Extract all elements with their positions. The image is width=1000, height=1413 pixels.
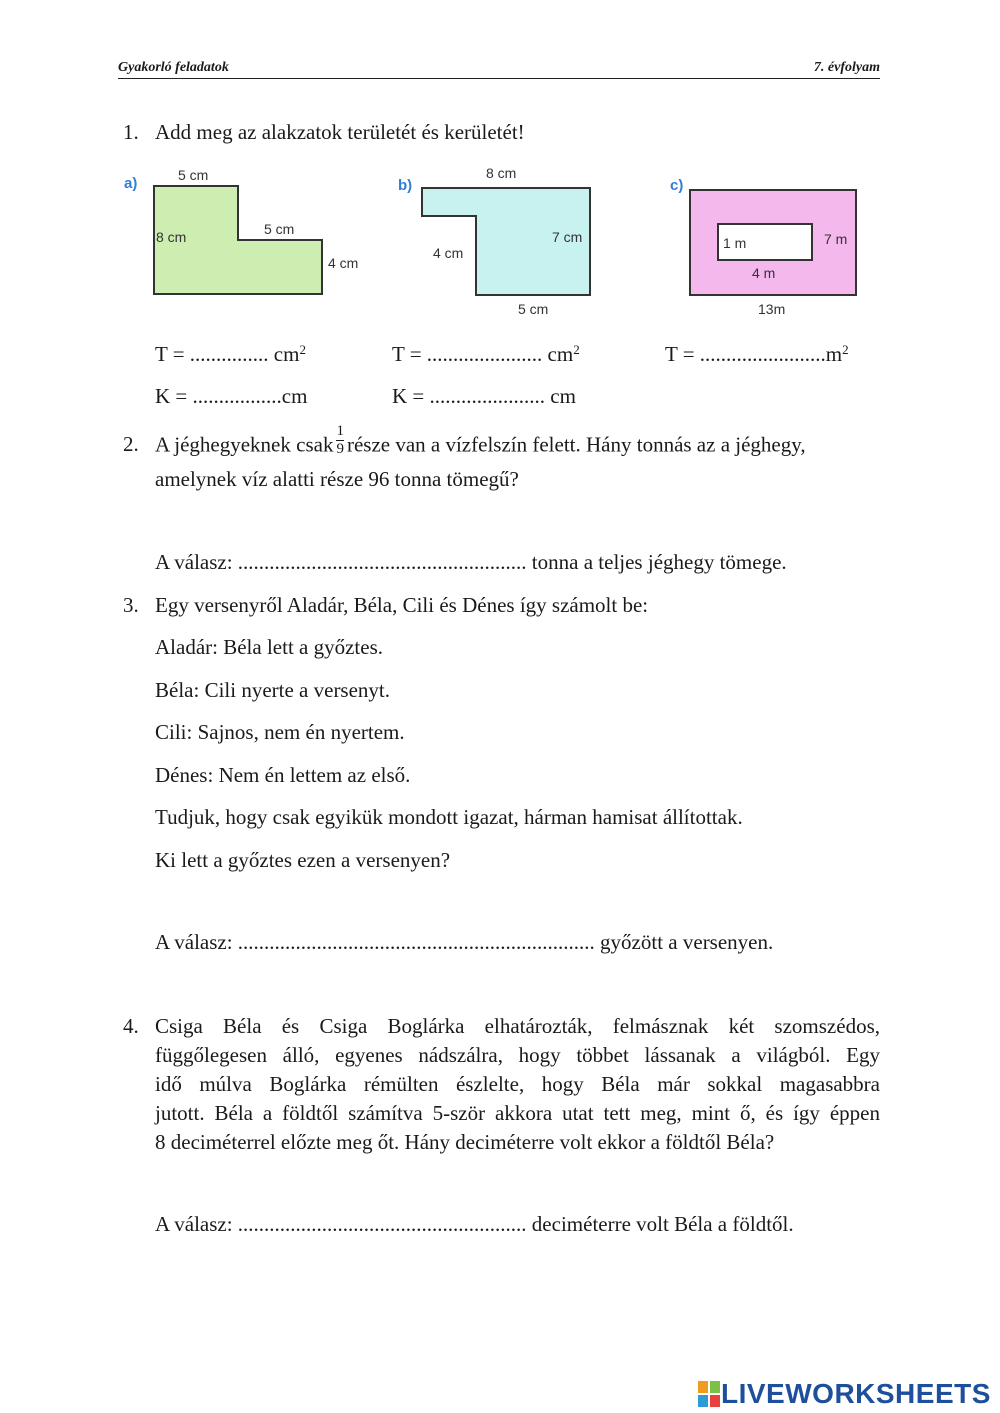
figure-c [670, 177, 856, 317]
q4-number: 4. [123, 1014, 139, 1038]
q3-line: Tudjuk, hogy csak egyikük mondott igazat, hárman hamisat állítottak. [155, 805, 743, 829]
figure-a-label: a) [124, 175, 138, 192]
q1-figures [118, 158, 878, 320]
q1-answer-ta[interactable]: T = ............... $cm^2$ [155, 342, 306, 366]
figure-a [124, 167, 358, 294]
q4-line: 8 deciméterrel előzte meg őt. Hány deciméterre volt ekkor a földtől Béla? [155, 1130, 775, 1154]
q3-line: Aladár: Béla lett a győztes. [155, 635, 383, 659]
figure-b [398, 165, 590, 317]
q3-line: Béla: Cili nyerte a versenyt. [155, 678, 391, 702]
q1-number: 1. [123, 120, 139, 144]
figure-c-right: 7 m [824, 231, 848, 247]
figure-b-left: 4 cm [433, 245, 464, 261]
q4-line: függőlegesen álló, egyenes nádszálra, hogy többet lássanak a világból. Egy [155, 1043, 880, 1067]
q4-line: jutott. Béla a földtől számítva 5-ször akkora utat tett meg, mint ő, és így éppen [155, 1101, 880, 1125]
q2-line1: A jéghegyeknek csak $\frac{1}{9}$ része van a vízfelszín felett. Hány tonnás az a jéghegy, [155, 423, 806, 457]
q2-line2: amelynek víz alatti része 96 tonna tömegű? [155, 467, 519, 491]
q3-line: Cili: Sajnos, nem én nyertem. [155, 720, 405, 744]
q3-number: 3. [123, 593, 139, 617]
liveworksheets-logo-icon [697, 1380, 721, 1408]
header-left: Gyakorló feladatok [118, 60, 229, 75]
figure-a-middle: 5 cm [264, 221, 295, 237]
q2-answer[interactable]: A válasz: ....................................................... tonna a teljes jéghegy tömege. [155, 550, 787, 574]
figure-b-bottom: 5 cm [518, 301, 549, 317]
q1-answer-tb[interactable]: T = ...................... $cm^2$ [392, 342, 580, 366]
q3-answer[interactable]: A válasz: .................................................................... győzött a versenyen. [155, 930, 774, 954]
liveworksheets-watermark [697, 1378, 991, 1410]
q1-answer-tc[interactable]: $T = ........................m^2$ [665, 342, 849, 366]
figure-b-right: 7 cm [552, 229, 583, 245]
figure-c-inner-label: 1 m [723, 235, 747, 251]
q3-line: Egy versenyről Aladár, Béla, Cili és Dénes így számolt be: [155, 593, 649, 617]
figure-a-left: 8 cm [156, 229, 187, 245]
figure-b-label: b) [398, 177, 413, 194]
liveworksheets-text: LIVEWORKSHEETS [721, 1378, 991, 1409]
q3-line: Dénes: Nem én lettem az első. [155, 763, 411, 787]
q1-answer-ka[interactable]: K = .................cm [155, 384, 308, 408]
figure-c-bottom: 13m [758, 301, 786, 317]
figure-c-label: c) [670, 177, 684, 194]
q2-number: 2. [123, 432, 139, 456]
q4-line: Csiga Béla és Csiga Boglárka elhatározták, felmásznak két szomszédos, [155, 1014, 880, 1038]
header-right: 7. évfolyam [813, 60, 880, 75]
q2-fraction: $\frac{1}{9}$ [336, 423, 344, 457]
q4-line: idő múlva Boglárka rémülten észlelte, hogy Béla már sokkal magasabbra [155, 1072, 880, 1096]
q3-line: Ki lett a győztes ezen a versenyen? [155, 848, 451, 872]
figure-c-inner-bottom: 4 m [752, 265, 776, 281]
header-rule [118, 78, 880, 79]
q1-text: Add meg az alakzatok területét és kerületét! [155, 120, 525, 144]
figure-b-top: 8 cm [486, 165, 517, 181]
figure-a-top: 5 cm [178, 167, 209, 183]
q4-answer[interactable]: A válasz: ....................................................... deciméterre volt Béla a földtől. [155, 1212, 794, 1236]
q1-answer-kb[interactable]: K = ...................... cm [392, 384, 576, 408]
figure-a-right: 4 cm [328, 255, 359, 271]
